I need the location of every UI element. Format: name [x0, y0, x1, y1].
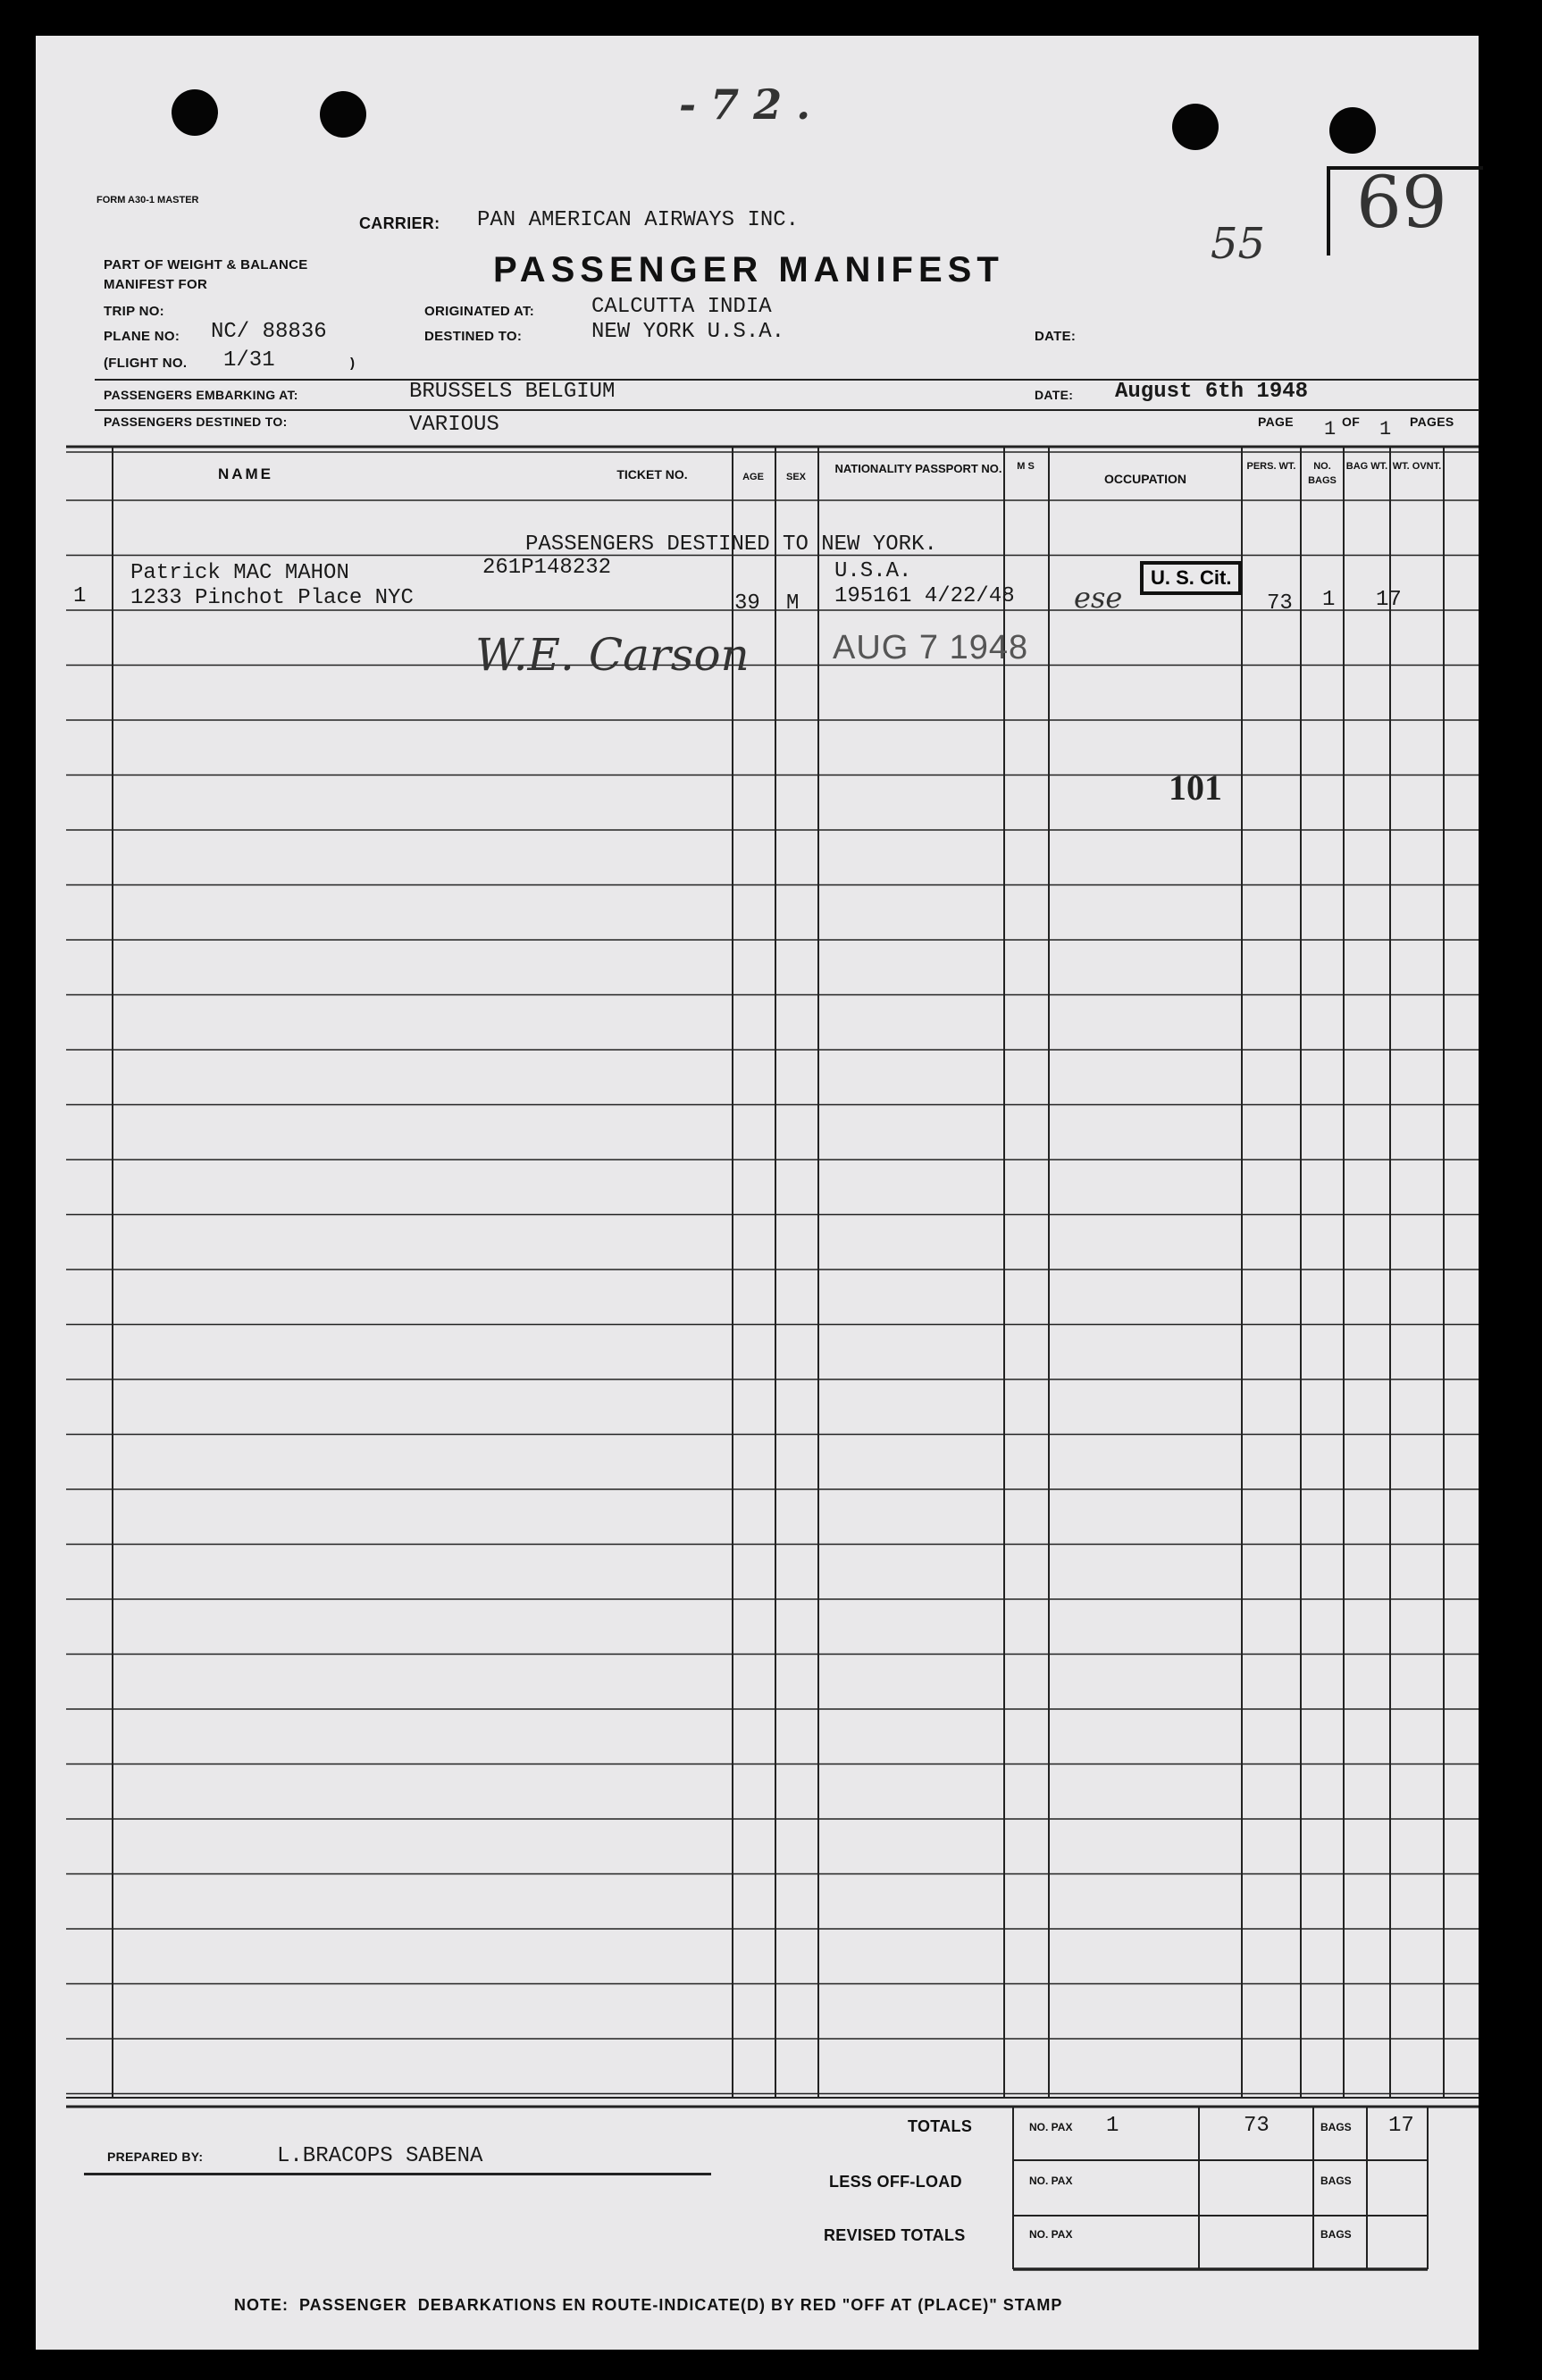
- totals-pax-label: NO. PAX: [1029, 2121, 1073, 2133]
- originated-label: ORIGINATED AT:: [424, 304, 535, 319]
- document-title: PASSENGER MANIFEST: [493, 250, 1004, 289]
- passenger-sex: M: [786, 591, 800, 616]
- totals-label: TOTALS: [908, 2117, 973, 2135]
- trip-no-label: TRIP NO:: [104, 304, 164, 319]
- passenger-no-bags: 1: [1322, 588, 1336, 612]
- totals-bags-label: BAGS: [1320, 2121, 1352, 2133]
- carrier-label: CARRIER:: [359, 214, 440, 232]
- embarking-label: PASSENGERS EMBARKING AT:: [104, 388, 298, 402]
- manifest-sheet: [36, 36, 1479, 2350]
- passenger-address: 1233 Pinchot Place NYC: [130, 586, 414, 610]
- passenger-pers-wt: 73: [1267, 591, 1293, 616]
- col-nationality: NATIONALITY PASSPORT NO.: [834, 462, 1002, 475]
- margin-note: 55: [1211, 219, 1266, 269]
- passenger-nationality: U.S.A.: [834, 559, 912, 583]
- stamp-number: 101: [1169, 767, 1222, 808]
- part-of-label-1: PART OF WEIGHT & BALANCE: [104, 257, 308, 272]
- flight-no-close: ): [350, 356, 356, 371]
- col-bag-wt: BAG WT.: [1345, 461, 1388, 472]
- passenger-occupation: ese: [1074, 581, 1123, 615]
- destined-value: NEW YORK U.S.A.: [591, 320, 785, 344]
- revised-pax-label: NO. PAX: [1029, 2228, 1073, 2241]
- passenger-bag-wt: 17: [1376, 588, 1402, 612]
- col-name: NAME: [217, 465, 274, 482]
- date-top-label: DATE:: [1035, 329, 1077, 344]
- prepared-by-label: PREPARED BY:: [107, 2150, 204, 2164]
- totals-pax: 1: [1106, 2114, 1119, 2138]
- passenger-ticket: 261P148232: [482, 556, 612, 580]
- carrier-value: PAN AMERICAN AIRWAYS INC.: [477, 208, 800, 232]
- inspector-signature: W.E. Carson: [475, 629, 750, 681]
- passenger-age: 39: [734, 591, 760, 616]
- passenger-passport: 195161 4/22/48: [834, 584, 1015, 608]
- part-of-label-2: MANIFEST FOR: [104, 277, 208, 292]
- totals-wt: 73: [1244, 2114, 1270, 2138]
- pages-label: PAGES: [1410, 415, 1454, 429]
- plane-no-label: PLANE NO:: [104, 329, 180, 344]
- prepared-by-rule: [84, 2173, 711, 2175]
- col-age: AGE: [742, 472, 764, 482]
- col-wt-ovnt: WT. OVNT.: [1392, 461, 1442, 472]
- col-ticket: TICKET NO.: [616, 467, 688, 482]
- revised-bags-label: BAGS: [1320, 2228, 1352, 2241]
- citizen-stamp: U. S. Cit.: [1140, 561, 1242, 595]
- date-value: August 6th 1948: [1115, 380, 1309, 404]
- top-marks: - 7 2 .: [679, 80, 811, 129]
- col-no-bags: NO. BAGS: [1308, 461, 1337, 486]
- flight-no-value: 1/31: [223, 348, 275, 373]
- inspection-date-stamp: AUG 7 1948: [833, 629, 1029, 666]
- plane-no-value: NC/ 88836: [211, 320, 327, 344]
- off-load-pax-label: NO. PAX: [1029, 2175, 1073, 2187]
- manifest-grid: [36, 36, 1479, 2350]
- footer-note: NOTE: PASSENGER DEBARKATIONS EN ROUTE-INDICATE(D) BY RED "OFF AT (PLACE)" STAMP: [234, 2296, 1063, 2314]
- page-of: OF: [1342, 415, 1361, 429]
- col-pers-wt: PERS. WT.: [1246, 461, 1296, 472]
- sheet-number: 69: [1356, 161, 1447, 244]
- page-total: 1: [1379, 418, 1392, 440]
- page-label: PAGE: [1258, 415, 1294, 429]
- destined-label: DESTINED TO:: [424, 329, 523, 344]
- flight-no-label: (FLIGHT NO.: [104, 356, 188, 371]
- section-note: PASSENGERS DESTINED TO NEW YORK.: [525, 532, 937, 557]
- page-number: 1: [1324, 418, 1337, 440]
- col-sex: SEX: [785, 472, 806, 482]
- col-occupation: OCCUPATION: [1103, 472, 1187, 486]
- off-load-bags-label: BAGS: [1320, 2175, 1352, 2187]
- embarking-value: BRUSSELS BELGIUM: [409, 380, 616, 404]
- form-code: FORM A30-1 MASTER: [96, 195, 199, 205]
- off-load-label: LESS OFF-LOAD: [829, 2173, 962, 2191]
- totals-bags: 17: [1388, 2114, 1414, 2138]
- destined-pax-value: VARIOUS: [409, 413, 499, 437]
- passenger-name: Patrick MAC MAHON: [130, 561, 349, 585]
- originated-value: CALCUTTA INDIA: [591, 295, 772, 319]
- destined-pax-label: PASSENGERS DESTINED TO:: [104, 415, 288, 429]
- revised-totals-label: REVISED TOTALS: [824, 2226, 966, 2244]
- col-ms: M S: [1017, 461, 1035, 472]
- date-label: DATE:: [1035, 388, 1074, 402]
- prepared-by-value: L.BRACOPS SABENA: [277, 2144, 483, 2168]
- passenger-num: 1: [73, 584, 87, 608]
